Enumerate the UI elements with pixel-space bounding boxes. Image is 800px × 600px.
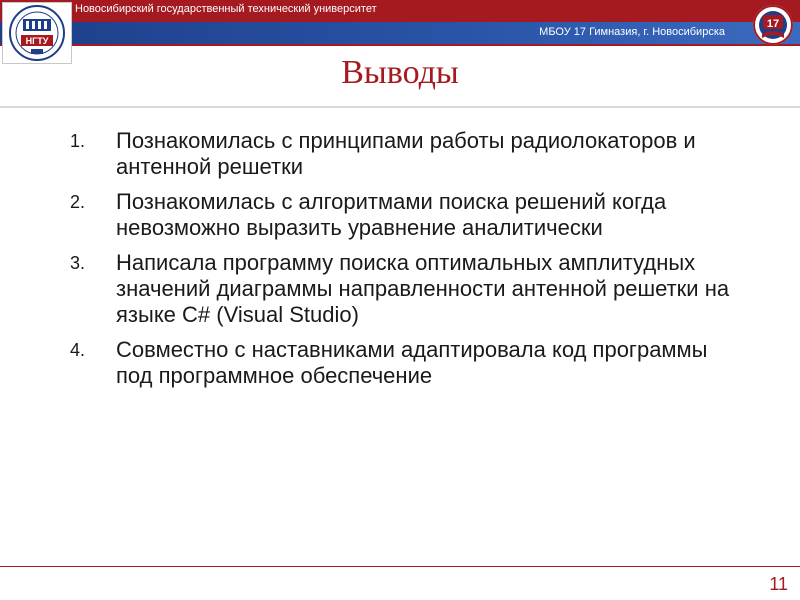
conclusions-list bbox=[70, 128, 730, 398]
list-item-number: 3. bbox=[70, 253, 86, 273]
list-item-text: Познакомилась с алгоритмами поиска решений когда невозможно выразить уравнение аналитически bbox=[116, 189, 667, 240]
list-item-text: Написала программу поиска оптимальных амплитудных значений диаграммы направленности антенной решетки на языке C# (Visual Studio) bbox=[116, 250, 730, 327]
list-item-number: 2. bbox=[70, 192, 86, 212]
page-number: 11 bbox=[769, 574, 788, 594]
list-item-text: Совместно с наставниками адаптировала код программы под программное обеспечение bbox=[116, 337, 708, 388]
header-second-bar bbox=[0, 22, 800, 44]
title-divider bbox=[0, 106, 800, 108]
list-item bbox=[70, 337, 730, 389]
list-item bbox=[70, 250, 730, 328]
header-top-bar bbox=[0, 0, 800, 22]
list-item-number: 1. bbox=[70, 131, 86, 151]
gymnasium-17-logo-icon bbox=[752, 4, 794, 46]
list-item-number: 4. bbox=[70, 340, 86, 360]
svg-text:НГТУ: НГТУ bbox=[25, 36, 49, 46]
gymnasium-17-logo bbox=[752, 4, 794, 46]
footer-divider bbox=[0, 566, 800, 567]
school-name: МБОУ 17 Гимназия, г. Новосибирска bbox=[539, 26, 725, 38]
header-divider bbox=[0, 44, 800, 46]
list-item-text: Познакомилась с принципами работы радиолокаторов и антенной решетки bbox=[116, 128, 696, 179]
list-item bbox=[70, 189, 730, 241]
list-item bbox=[70, 128, 730, 180]
university-name: Новосибирский государственный технический университет bbox=[75, 3, 377, 15]
slide-title: Выводы bbox=[341, 54, 459, 91]
svg-text:17: 17 bbox=[766, 18, 780, 30]
